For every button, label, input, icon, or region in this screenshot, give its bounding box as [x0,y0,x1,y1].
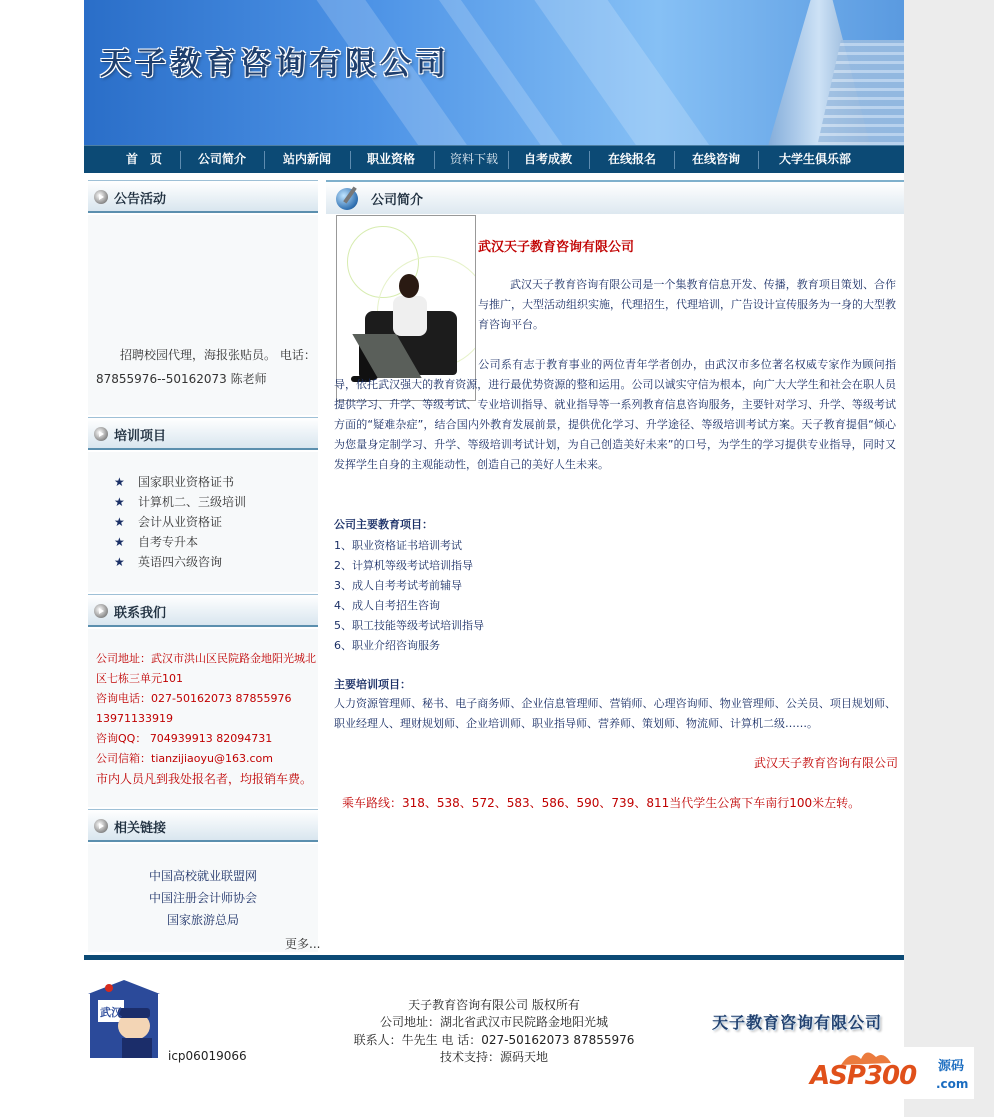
company-signature: 武汉天子教育咨询有限公司 [754,756,899,770]
icp-number[interactable]: icp06019066 [168,1049,247,1063]
nav-consult[interactable]: 在线咨询 [691,152,740,166]
education-item: 6、职业介绍咨询服务 [334,639,440,652]
footer-logo: 天子教育咨询有限公司 [712,1013,883,1032]
intro-paragraph-1: 武汉天子教育咨询有限公司是一个集教育信息开发、传播，教育项目策划、合作与推广，大型活动组织实施，代理招生，代理培训，广告设计宣传服务为一身的大型教育咨询平台。 [478,278,896,331]
training-header [88,417,318,450]
nav-club[interactable]: 大学生俱乐部 [778,152,851,166]
contact-address: 公司地址：武汉市洪山区民院路金地阳光城北区七栋三单元101 [96,652,316,685]
nav-home[interactable]: 首 页 [125,152,162,166]
training-body [88,452,318,592]
education-item: 1、职业资格证书培训考试 [334,539,462,552]
training-title: 培训项目 [114,429,167,444]
police-badge-text: 武汉 [100,1006,122,1019]
site-title: 天子教育咨询有限公司 [100,46,450,82]
bus-route: 乘车路线：318、538、572、583、586、590、739、811当代学生公寓下车南行100米左转。 [342,796,861,810]
main-nav [84,145,904,173]
links-body [88,844,321,952]
list-item[interactable]: ★ 计算机二、三级培训 [114,492,314,512]
training-list-text: 人力资源管理师、秘书、电子商务师、企业信息管理师、营销师、心理咨询师、物业管理师、公关员、项目规划师、职业经理人、理财规划师、企业培训师、职业指导师、营养师、策划师、物流师、计算机二级……。 [334,697,896,730]
star-icon: ★ [114,555,125,569]
link-item[interactable]: 国家旅游总局 [166,913,239,927]
company-name: 武汉天子教育咨询有限公司 [478,240,635,255]
watermark-domain: .com [936,1077,969,1091]
star-icon: ★ [114,495,125,509]
footer-address: 公司地址：湖北省武汉市民院路金地阳光城 [379,1015,608,1029]
training-list [114,472,314,572]
notice-text: 招聘校园代理，海报张贴员。 电话：87855976--50162073 陈老师 [96,348,316,386]
watermark-text: ASP300 [810,1061,917,1091]
links-header [88,809,318,842]
link-item[interactable]: 中国注册会计师协会 [148,891,257,905]
star-icon: ★ [114,535,125,549]
footer-copyright: 天子教育咨询有限公司 版权所有 [408,998,580,1012]
star-icon: ★ [114,475,125,489]
footer-contact: 联系人：牛先生 电 话：027-50162073 87855976 [353,1033,635,1047]
footer-divider [84,955,904,960]
education-item: 2、计算机等级考试培训指导 [334,559,473,572]
intro-paragraph-2: 公司系有志于教育事业的两位青年学者创办，由武汉市多位著名权威专家作为顾问指导，依托武汉强大的教育资源，进行最优势资源的整和运用。公司以诚实守信为根本，向广大大学生和社会在职人员提供学习、升学、等级考试、专业培训指导、就业指导等一系列教育信息咨询服务，主要针对学习、升学、等级考试方面的“疑难杂症”，结合国内外教育发展前景，提供优化学习、升学途径、等级培训考试方案。天子教育提倡“倾心为您量身定制学习、升学、等级培训考试计划，为自己创造美好未来”的口号，为学生的学习提供专业指导，同时又发挥学生自身的主观能动性，创造自己的美好人生未来。 [334,358,896,471]
education-title: 公司主要教育项目： [334,518,433,531]
training-list-title: 主要培训项目： [334,678,411,691]
notice-header [88,180,318,213]
education-item: 3、成人自考考试考前辅导 [334,579,462,592]
more-links-link[interactable]: 更多... [285,937,321,951]
list-item[interactable]: ★ 自考专升本 [114,532,314,552]
nav-register[interactable]: 在线报名 [607,152,656,166]
contact-qq: 咨询QQ： 704939913 82094731 [96,732,273,745]
list-item[interactable]: ★ 会计从业资格证 [114,512,314,532]
notice-body [88,215,318,415]
contact-title: 联系我们 [114,606,167,621]
list-item[interactable]: ★ 英语四六级咨询 [114,552,314,572]
nav-about[interactable]: 公司简介 [197,152,246,166]
contact-note: 市内人员凡到我处报名者，均报销车费。 [96,772,313,786]
header-banner [84,0,904,145]
police-badge-icon[interactable] [84,980,164,1060]
contact-header [88,594,318,627]
nav-downloads[interactable]: 资料下载 [449,152,498,166]
arrow-bullet-icon [94,604,108,618]
about-header [326,180,904,214]
education-item: 4、成人自考招生咨询 [334,599,440,612]
contact-email: 公司信箱：tianzijiaoyu@163.com [96,752,273,765]
footer-support: 技术支持：源码天地 [439,1050,548,1064]
watermark-logo [806,1047,974,1099]
link-item[interactable]: 中国高校就业联盟网 [148,869,257,883]
nav-qualification[interactable]: 职业资格 [366,152,415,166]
contact-phone: 咨询电话：027-50162073 87855976 13971133919 [96,692,292,725]
watermark-sub: 源码 [938,1059,965,1074]
links-title: 相关链接 [114,821,167,836]
notice-title: 公告活动 [114,192,167,207]
nav-news[interactable]: 站内新闻 [282,152,331,166]
nav-self-exam[interactable]: 自考成教 [523,152,572,166]
arrow-bullet-icon [94,819,108,833]
arrow-bullet-icon [94,427,108,441]
contact-body [88,629,318,807]
education-item: 5、职工技能等级考试培训指导 [334,619,484,632]
star-icon: ★ [114,515,125,529]
arrow-bullet-icon [94,190,108,204]
page [84,0,904,1117]
about-title: 公司简介 [371,193,424,208]
list-item[interactable]: ★ 国家职业资格证书 [114,472,314,492]
